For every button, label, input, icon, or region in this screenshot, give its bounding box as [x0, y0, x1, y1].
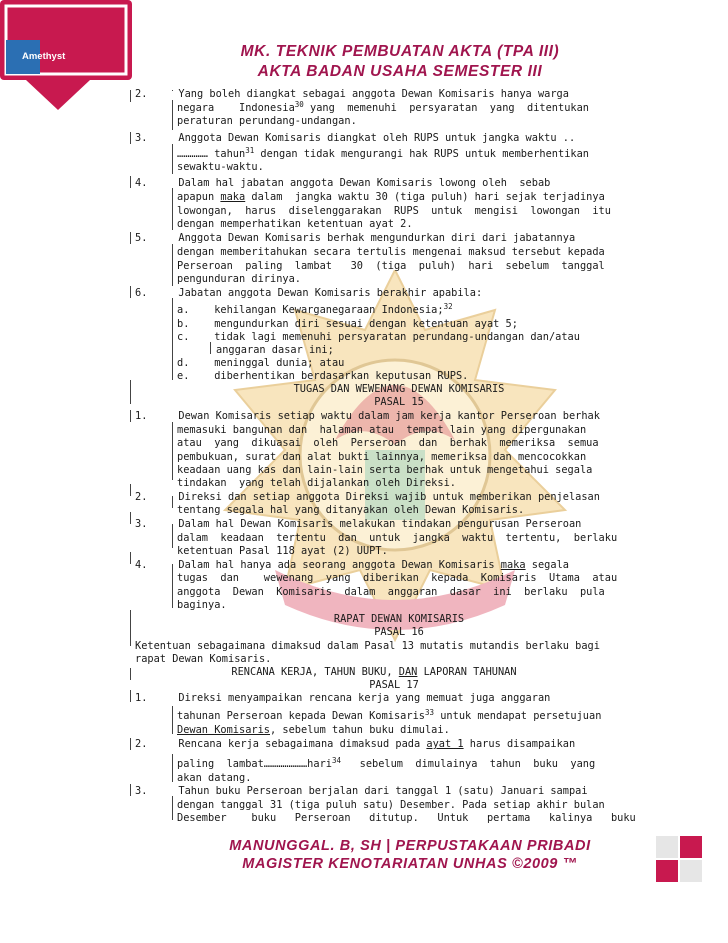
- text-line: …………… tahun$^{31}$ dengan tidak mengurangi hak RUPS untuk memberhentikan: [177, 146, 589, 160]
- text-line: tahunan Perseroan kepada Dewan Komisaris$^{33}$ untuk mendapat persetujuan: [177, 708, 602, 722]
- footer-square: [656, 836, 678, 858]
- text-line: tindakan yang telah dijalankan oleh Direksi.: [177, 477, 456, 489]
- text-line: paling lambat…………………hari$^{34}$ sebelum dimulainya tahun buku yang: [177, 756, 596, 770]
- footer-copyright: MAGISTER KENOTARIATAN UNHAS ©2009 ™: [242, 856, 578, 872]
- text-line: rapat Dewan Komisaris.: [135, 653, 272, 665]
- badge-arrow-icon: [0, 0, 132, 112]
- amethyst-badge: [0, 0, 132, 112]
- text-line: dengan memberitahukan secara tertulis mengenai maksud tersebut kepada: [177, 246, 605, 258]
- footer-square: [656, 860, 678, 882]
- text-line: 6. Jabatan anggota Dewan Komisaris berakhir apabila:: [135, 287, 483, 299]
- document-title: MK. TEKNIK PEMBUATAN AKTA (TPA III): [240, 43, 560, 60]
- footer-square: [680, 836, 702, 858]
- text-line: lowongan, harus diselenggarakan RUPS untuk mengisi lowongan itu: [177, 205, 611, 217]
- section-heading: TUGAS DAN WEWENANG DEWAN KOMISARIS: [293, 383, 505, 395]
- margin-bar: [172, 298, 173, 380]
- margin-bar: [172, 754, 173, 782]
- margin-bar: [172, 796, 173, 820]
- text-line: apapun maka dalam jangka waktu 30 (tiga puluh) hari sejak terjadinya: [177, 191, 605, 203]
- margin-bar: [130, 690, 131, 702]
- text-line: 4. Dalam hal jabatan anggota Dewan Komisaris lowong oleh sebab: [135, 177, 551, 189]
- text-line: tentang segala hal yang ditanyakan oleh Dewan Komisaris.: [177, 504, 525, 516]
- text-line: pengunduran dirinya.: [177, 273, 301, 285]
- margin-bar: [172, 706, 173, 734]
- margin-bar: [130, 286, 131, 298]
- text-line: dalam keadaan tertentu dan untuk jangka waktu tertentu, berlaku: [177, 532, 618, 544]
- text-line: 3. Anggota Dewan Komisaris diangkat oleh RUPS untuk jangka waktu ..: [135, 132, 576, 144]
- text-line: keadaan uang kas dan lain-lain serta berhak untuk mengetahui segala: [177, 464, 593, 476]
- text-line: sewaktu-waktu.: [177, 161, 264, 173]
- text-line: anggota Dewan Komisaris dalam anggaran dasar ini berlaku pula: [177, 586, 605, 598]
- text-line: dengan tanggal 31 (tiga puluh satu) Desember. Pada setiap akhir bulan: [177, 799, 605, 811]
- list-item: a. kehilangan Kewarganegaraan Indonesia;$^{32}$: [177, 302, 453, 316]
- section-number: PASAL 17: [369, 679, 419, 691]
- margin-bar: [130, 512, 131, 524]
- text-line: akan datang.: [177, 772, 252, 784]
- text-line: memasuki bangunan dan halaman atau tempat lain yang dipergunakan: [177, 424, 587, 436]
- margin-bar: [210, 342, 211, 354]
- section-number: PASAL 16: [374, 626, 424, 638]
- text-line: atau yang dikuasai oleh Perseroan dan berhak memeriksa semua: [177, 437, 599, 449]
- margin-bar: [130, 176, 131, 188]
- text-line: 2. Direksi dan setiap anggota Direksi wajib untuk memberikan penjelasan: [135, 491, 600, 503]
- footnote-ref: 30: [294, 100, 304, 109]
- footnote-ref: 33: [424, 708, 435, 717]
- text-line: 2. Yang boleh diangkat sebagai anggota Dewan Komisaris hanya warga: [135, 88, 569, 100]
- footnote-ref: 34: [331, 756, 342, 765]
- margin-bar: [130, 484, 131, 496]
- footer-square: [680, 860, 702, 882]
- text-line: dengan memperhatikan ketentuan ayat 2.: [177, 218, 413, 230]
- margin-bar: [172, 188, 173, 230]
- section-heading: RAPAT DEWAN KOMISARIS: [333, 613, 465, 625]
- document-subtitle: AKTA BADAN USAHA SEMESTER III: [257, 63, 543, 80]
- text-line: Perseroan paling lambat 30 (tiga puluh) hari sebelum tanggal: [177, 260, 605, 272]
- text-line: tugas dan wewenang yang diberikan kepada Komisaris Utama atau: [177, 572, 618, 584]
- text-line: pembukuan, surat dan alat bukti lainnya, memeriksa dan mencocokkan: [177, 451, 587, 463]
- margin-bar: [172, 244, 173, 286]
- margin-bar: [130, 410, 131, 422]
- text-line: Ketentuan sebagaimana dimaksud dalam Pasal 13 mutatis mutandis berlaku bagi: [135, 640, 600, 652]
- text-line: Dewan Komisaris, sebelum tahun buku dimulai.: [177, 724, 450, 736]
- list-item: e. diberhentikan berdasarkan keputusan RUPS.: [177, 370, 469, 382]
- margin-bar: [172, 100, 173, 130]
- margin-bar: [130, 738, 131, 750]
- text-line: negara Indonesia$^{30}$ yang memenuhi persyaratan yang ditentukan: [177, 100, 589, 114]
- list-item: d. meninggal dunia; atau: [177, 357, 345, 369]
- text-line: 5. Anggota Dewan Komisaris berhak mengundurkan diri dari jabatannya: [135, 232, 576, 244]
- margin-bar: [130, 90, 131, 102]
- margin-bar: [130, 132, 131, 144]
- margin-bar: [172, 144, 173, 174]
- text-line: ketentuan Pasal 118 ayat (2) UUPT.: [177, 545, 388, 557]
- list-item: b. mengundurkan diri sesuai dengan ketentuan ayat 5;: [177, 318, 518, 330]
- text-line: 4. Dalam hal hanya ada seorang anggota Dewan Komisaris maka segala: [135, 559, 569, 571]
- list-item: c. tidak lagi memenuhi persyaratan perundang-undangan dan/atau: [177, 331, 580, 343]
- text-line: 2. Rencana kerja sebagaimana dimaksud pada ayat 1 harus disampaikan: [135, 738, 576, 750]
- text-line: peraturan perundang-undangan.: [177, 115, 357, 127]
- text-line: 1. Dewan Komisaris setiap waktu dalam jam kerja kantor Perseroan berhak: [135, 410, 600, 422]
- margin-bar: [130, 784, 131, 796]
- footnote-ref: 32: [443, 302, 453, 311]
- list-item: anggaran dasar ini;: [216, 344, 334, 356]
- text-line: 3. Tahun buku Perseroan berjalan dari tanggal 1 (satu) Januari sampai: [135, 785, 588, 797]
- text-line: Desember buku Perseroan ditutup. Untuk pertama kalinya buku: [177, 812, 636, 824]
- margin-bar: [130, 552, 131, 564]
- footer-author: MANUNGGAL. B, SH | PERPUSTAKAAN PRIBADI: [229, 838, 591, 854]
- text-line: 3. Dalam hal Dewan Komisaris melakukan tindakan pengurusan Perseroan: [135, 518, 582, 530]
- text-line: 1. Direksi menyampaikan rencana kerja yang memuat juga anggaran: [135, 692, 551, 704]
- margin-bar: [172, 422, 173, 480]
- text-line: baginya.: [177, 599, 227, 611]
- margin-bar: [130, 232, 131, 244]
- badge-label: Amethyst: [22, 51, 66, 62]
- footnote-ref: 31: [245, 146, 255, 155]
- section-heading: RENCANA KERJA, TAHUN BUKU, DAN LAPORAN TAHUNAN: [231, 666, 517, 678]
- section-number: PASAL 15: [374, 396, 424, 408]
